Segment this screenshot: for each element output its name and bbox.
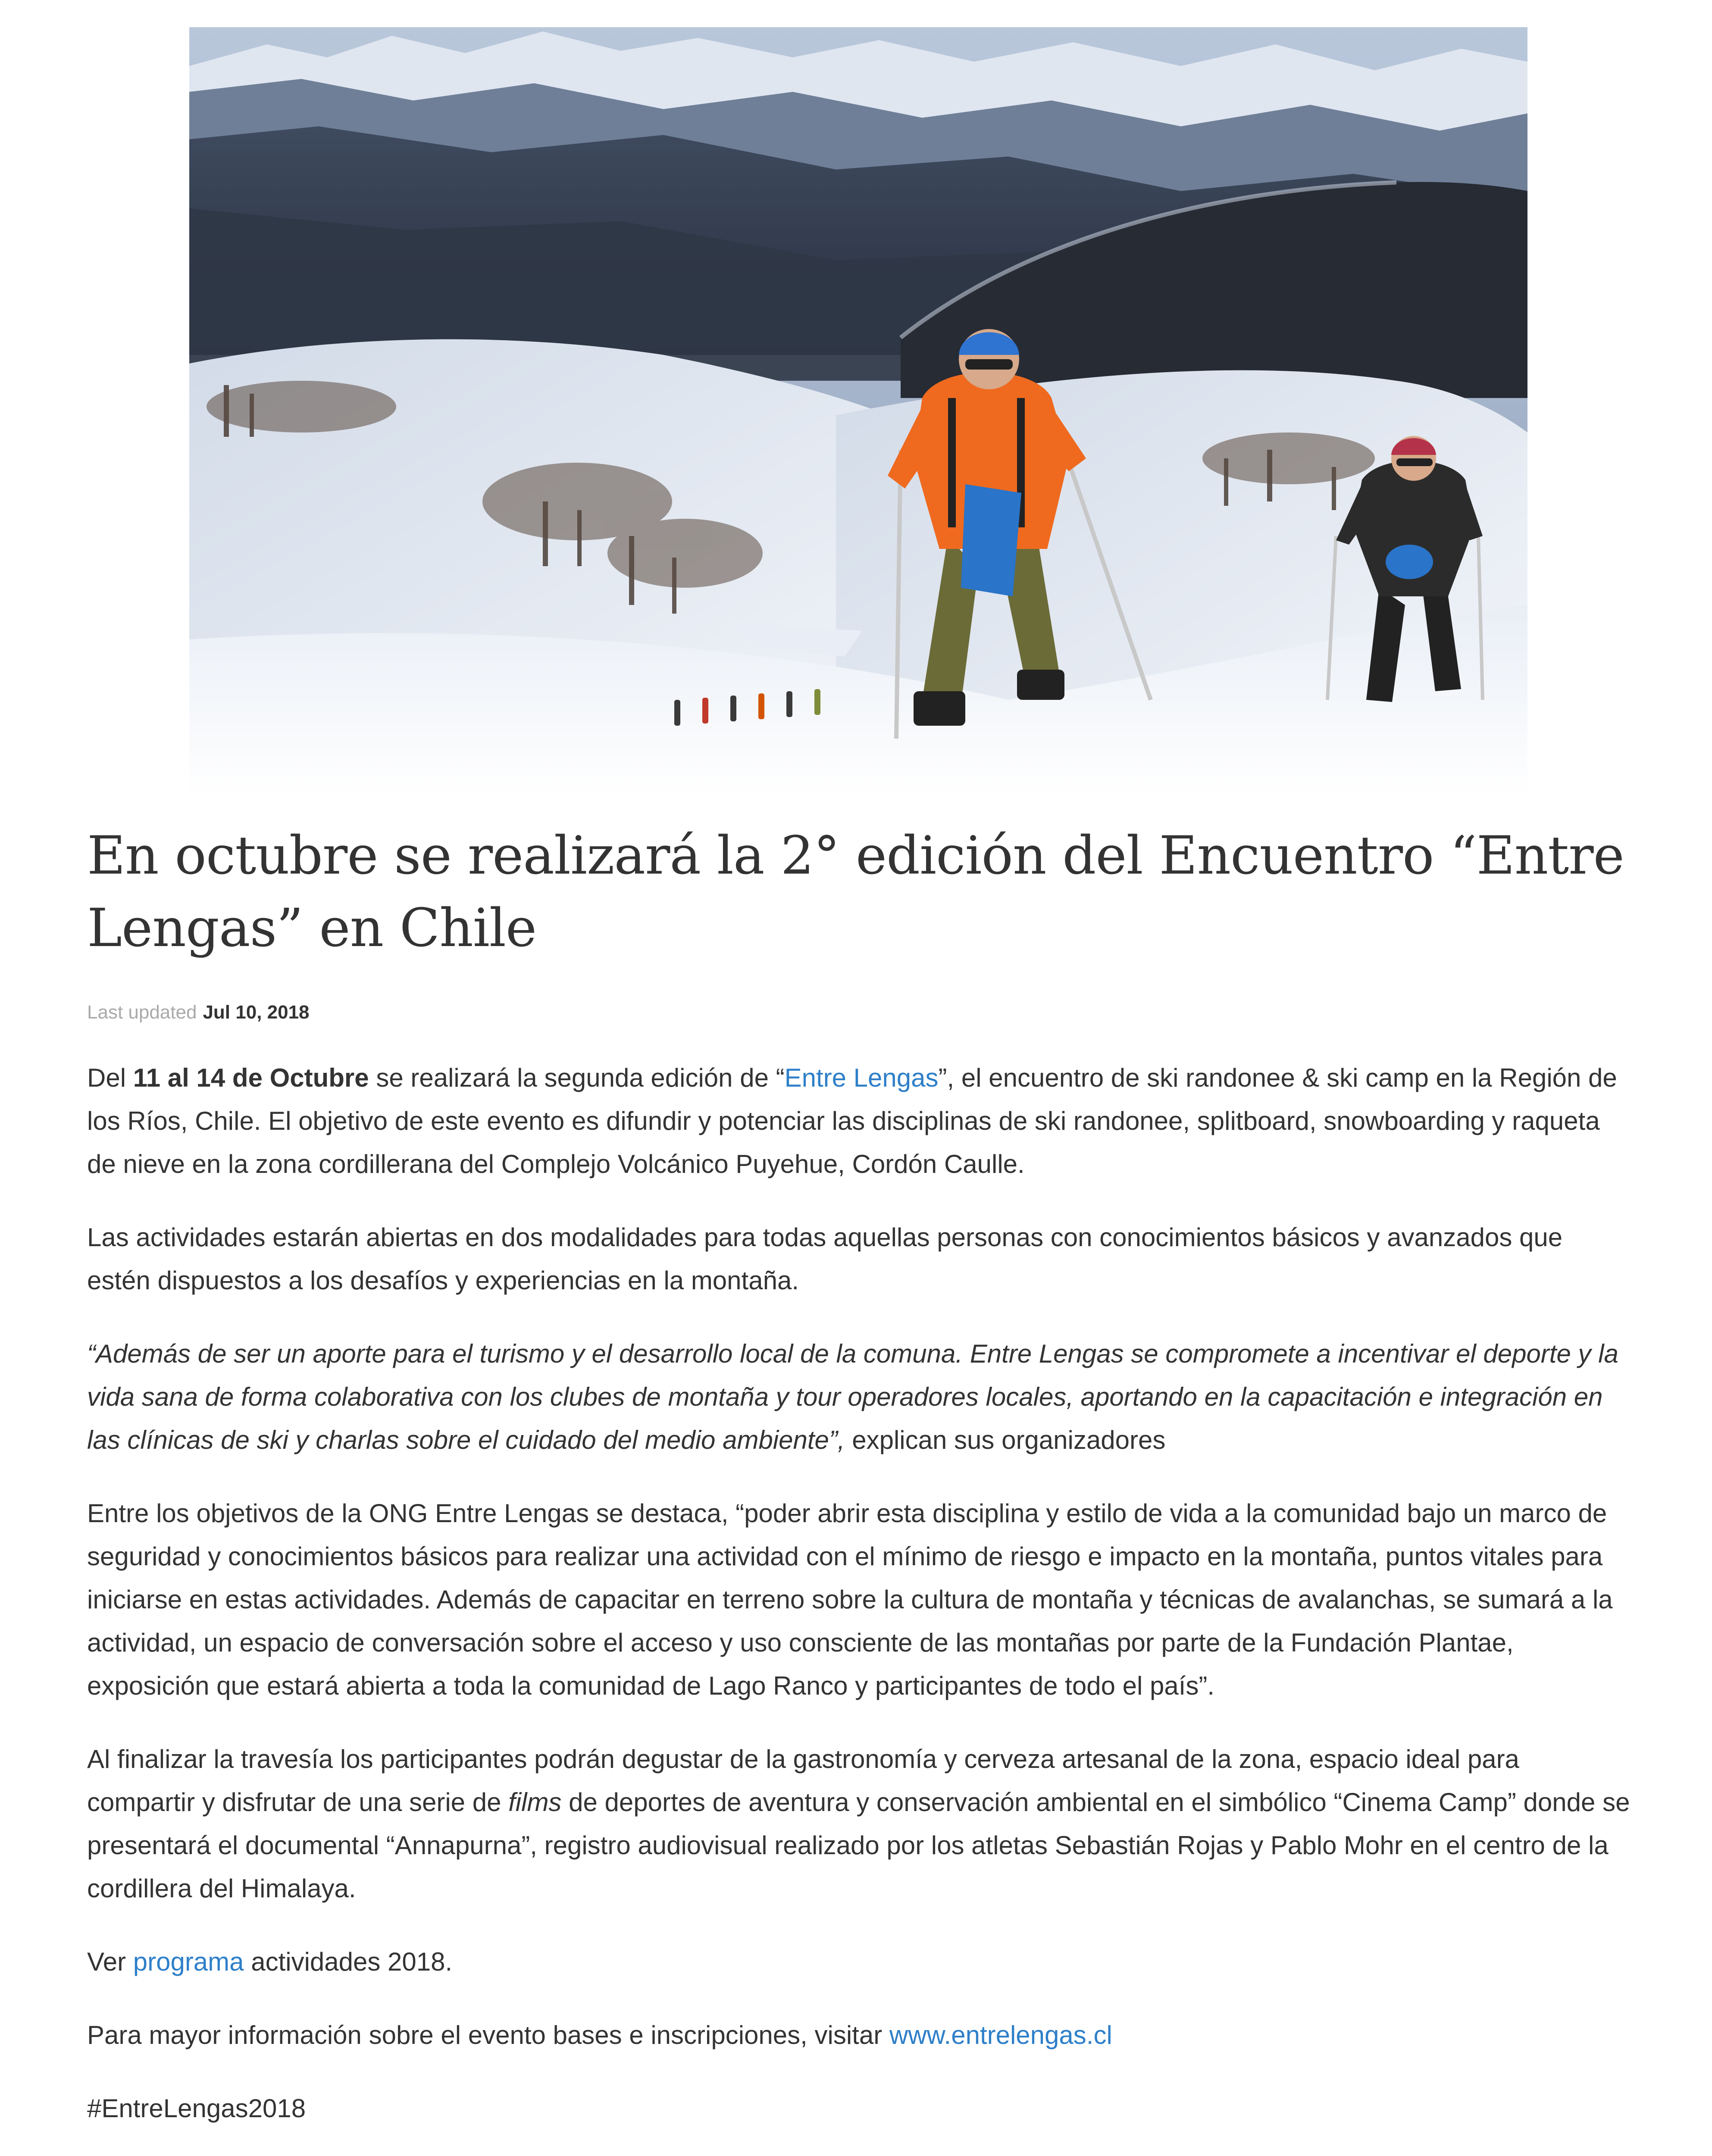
hashtag: #EntreLengas2018: [87, 2094, 306, 2123]
p5-text-2: de deportes de aventura y conservación ambiental en el simbólico “Cinema Camp” donde se presentará el documental “Annapurna”, registro audiovisual realizado por los atletas Sebastián Rojas y Pablo Mohr en el centro de la cordillera del Himalaya.: [87, 1788, 1630, 1903]
entrelengas-website-link[interactable]: www.entrelengas.cl: [889, 2021, 1112, 2049]
paragraph-7: [87, 2014, 1631, 2057]
p5-films: films: [508, 1788, 562, 1817]
p5-text-1: Al finalizar la travesía los participantes podrán degustar de la gastronomía y cerveza artesanal de la zona, espacio ideal para compartir y disfrutar de una serie de: [87, 1745, 1519, 1817]
p6-text-2: actividades 2018.: [244, 1947, 453, 1976]
skiers-mountain-photo-icon: [189, 27, 1527, 795]
article-meta: [87, 1000, 1631, 1025]
paragraph-6: [87, 1940, 1631, 1984]
article: [87, 819, 1631, 2156]
paragraph-1: [87, 1056, 1631, 1186]
paragraph-4: Entre los objetivos de la ONG Entre Lengas se destaca, “poder abrir esta disciplina y estilo de vida a la comunidad bajo un marco de seguridad y conocimientos básicos para realizar una actividad con el mínimo de riesgo e impacto en la montaña, puntos vitales para iniciarse en estas actividades. Además de capacitar en terreno sobre la cultura de montaña y técnicas de avalanchas, se sumará a la actividad, un espacio de conversación sobre el acceso y uso consciente de las montañas por parte de la Fundación Plantae, exposición que estará abierta a toda la comunidad de Lago Ranco y participantes de todo el país”.: [87, 1499, 1613, 1700]
last-updated-date: Jul 10, 2018: [203, 1002, 310, 1023]
p1-text-2: se realizará la segunda edición de “: [369, 1063, 785, 1092]
p3-text: explican sus organizadores: [845, 1426, 1166, 1454]
paragraph-3: [87, 1332, 1631, 1462]
hero-image: [189, 27, 1527, 795]
programa-link[interactable]: programa: [133, 1947, 244, 1976]
paragraph-2: Las actividades estarán abiertas en dos modalidades para todas aquellas personas con conocimientos básicos y avanzados que estén dispuestos a los desafíos y experiencias en la montaña.: [87, 1223, 1563, 1295]
article-body: [87, 1056, 1631, 2130]
last-updated-label: Last updated: [87, 1002, 197, 1023]
p6-text-1: Ver: [87, 1947, 133, 1976]
p3-quote: “Además de ser un aporte para el turismo y el desarrollo local de la comuna. Entre Lengas se compromete a incentivar el deporte y la vida sana de forma colaborativa con los clubes de montaña y tour operadores locales, aportando en la capacitación e integración en las clínicas de ski y charlas sobre el cuidado del medio ambiente”,: [87, 1339, 1618, 1454]
p7-text: Para mayor información sobre el evento bases e inscripciones, visitar: [87, 2021, 889, 2049]
p1-text-3: ”, el encuentro de ski randonee & ski camp en la Región de los Ríos, Chile. El objetivo de este evento es difundir y potenciar las disciplinas de ski randonee, splitboard, snowboarding y raqueta de nieve en la zona cordillerana del Complejo Volcánico Puyehue, Cordón Caulle.: [87, 1063, 1617, 1178]
entre-lengas-link[interactable]: Entre Lengas: [784, 1063, 939, 1092]
p1-text-1: Del: [87, 1063, 133, 1092]
p1-dates: 11 al 14 de Octubre: [133, 1063, 369, 1092]
paragraph-5: [87, 1738, 1631, 1910]
article-title: En octubre se realizará la 2° edición del Encuentro “Entre Lengas” en Chile: [87, 825, 1624, 959]
